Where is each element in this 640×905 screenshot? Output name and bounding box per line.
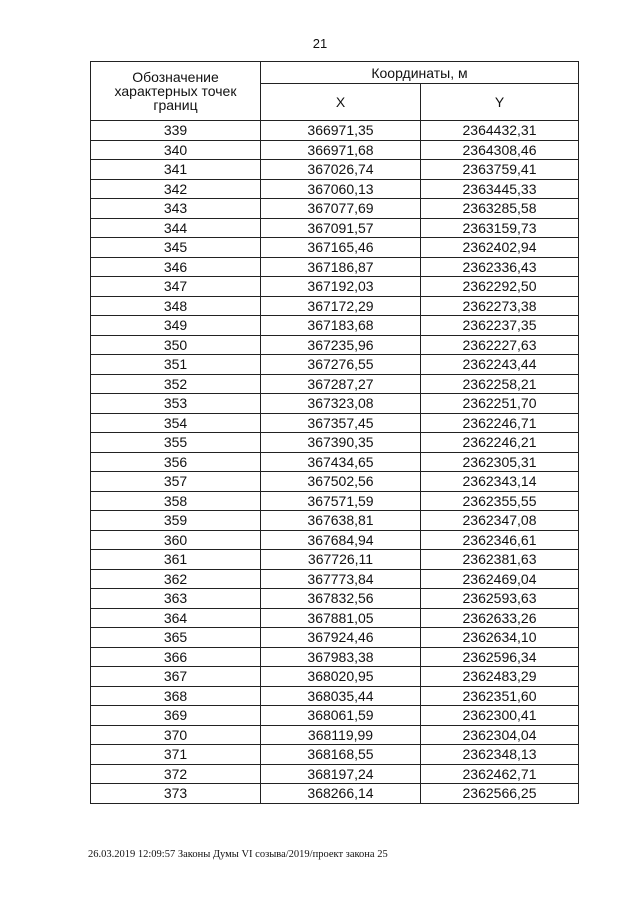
header-y: Y [421, 84, 579, 121]
table-row [91, 784, 579, 804]
point-number-cell: 344 [91, 218, 261, 238]
y-coordinate-cell: 2362336,43 [421, 257, 579, 277]
y-coordinate-cell: 2362566,25 [421, 784, 579, 804]
point-number-cell: 340 [91, 140, 261, 160]
point-number-cell: 363 [91, 589, 261, 609]
y-coordinate-cell: 2362351,60 [421, 686, 579, 706]
y-coordinate-cell: 2363445,33 [421, 179, 579, 199]
table-row [91, 725, 579, 745]
point-number-cell: 365 [91, 628, 261, 648]
y-coordinate-cell: 2362634,10 [421, 628, 579, 648]
point-number-cell: 369 [91, 706, 261, 726]
table-row [91, 257, 579, 277]
x-coordinate-cell: 368119,99 [261, 725, 421, 745]
x-coordinate-cell: 368020,95 [261, 667, 421, 687]
header-x: X [261, 84, 421, 121]
y-coordinate-cell: 2362593,63 [421, 589, 579, 609]
y-coordinate-cell: 2362462,71 [421, 764, 579, 784]
table-row [91, 413, 579, 433]
y-coordinate-cell: 2363285,58 [421, 199, 579, 219]
x-coordinate-cell: 368197,24 [261, 764, 421, 784]
table-row [91, 335, 579, 355]
x-coordinate-cell: 366971,35 [261, 121, 421, 141]
y-coordinate-cell: 2362292,50 [421, 277, 579, 297]
table-row [91, 374, 579, 394]
x-coordinate-cell: 367924,46 [261, 628, 421, 648]
table-row [91, 628, 579, 648]
y-coordinate-cell: 2362227,63 [421, 335, 579, 355]
x-coordinate-cell: 367183,68 [261, 316, 421, 336]
point-number-cell: 339 [91, 121, 261, 141]
point-number-cell: 357 [91, 472, 261, 492]
coordinates-table [90, 61, 579, 804]
point-number-cell: 341 [91, 160, 261, 180]
y-coordinate-cell: 2362402,94 [421, 238, 579, 258]
x-coordinate-cell: 367323,08 [261, 394, 421, 414]
y-coordinate-cell: 2363159,73 [421, 218, 579, 238]
point-number-cell: 343 [91, 199, 261, 219]
page-number: 21 [312, 36, 328, 51]
point-number-cell: 362 [91, 569, 261, 589]
x-coordinate-cell: 367773,84 [261, 569, 421, 589]
x-coordinate-cell: 367091,57 [261, 218, 421, 238]
point-number-cell: 368 [91, 686, 261, 706]
point-number-cell: 373 [91, 784, 261, 804]
y-coordinate-cell: 2362243,44 [421, 355, 579, 375]
y-coordinate-cell: 2362633,26 [421, 608, 579, 628]
y-coordinate-cell: 2364432,31 [421, 121, 579, 141]
table-row [91, 121, 579, 141]
point-number-cell: 370 [91, 725, 261, 745]
x-coordinate-cell: 367192,03 [261, 277, 421, 297]
x-coordinate-cell: 368168,55 [261, 745, 421, 765]
x-coordinate-cell: 367983,38 [261, 647, 421, 667]
point-number-cell: 360 [91, 530, 261, 550]
x-coordinate-cell: 368035,44 [261, 686, 421, 706]
x-coordinate-cell: 367684,94 [261, 530, 421, 550]
x-coordinate-cell: 367287,27 [261, 374, 421, 394]
x-coordinate-cell: 368266,14 [261, 784, 421, 804]
table-row [91, 667, 579, 687]
x-coordinate-cell: 367881,05 [261, 608, 421, 628]
x-coordinate-cell: 367390,35 [261, 433, 421, 453]
table-row [91, 764, 579, 784]
table-row [91, 394, 579, 414]
table-row [91, 706, 579, 726]
x-coordinate-cell: 367276,55 [261, 355, 421, 375]
point-number-cell: 355 [91, 433, 261, 453]
y-coordinate-cell: 2362304,04 [421, 725, 579, 745]
x-coordinate-cell: 367235,96 [261, 335, 421, 355]
point-number-cell: 347 [91, 277, 261, 297]
y-coordinate-cell: 2362246,71 [421, 413, 579, 433]
x-coordinate-cell: 367571,59 [261, 491, 421, 511]
table-row [91, 199, 579, 219]
header-coordinates: Координаты, м [261, 62, 579, 84]
y-coordinate-cell: 2362381,63 [421, 550, 579, 570]
point-number-cell: 361 [91, 550, 261, 570]
point-number-cell: 359 [91, 511, 261, 531]
header-point-designation: Обозначение характерных точек границ [91, 62, 261, 121]
x-coordinate-cell: 367434,65 [261, 452, 421, 472]
table-row [91, 491, 579, 511]
y-coordinate-cell: 2362596,34 [421, 647, 579, 667]
table-row [91, 550, 579, 570]
x-coordinate-cell: 367832,56 [261, 589, 421, 609]
point-number-cell: 350 [91, 335, 261, 355]
x-coordinate-cell: 367357,45 [261, 413, 421, 433]
point-number-cell: 364 [91, 608, 261, 628]
y-coordinate-cell: 2362258,21 [421, 374, 579, 394]
table-row [91, 218, 579, 238]
y-coordinate-cell: 2362347,08 [421, 511, 579, 531]
x-coordinate-cell: 366971,68 [261, 140, 421, 160]
table-row [91, 569, 579, 589]
x-coordinate-cell: 368061,59 [261, 706, 421, 726]
point-number-cell: 354 [91, 413, 261, 433]
y-coordinate-cell: 2362273,38 [421, 296, 579, 316]
table-row [91, 296, 579, 316]
point-number-cell: 353 [91, 394, 261, 414]
table-row [91, 511, 579, 531]
y-coordinate-cell: 2364308,46 [421, 140, 579, 160]
table-row [91, 160, 579, 180]
y-coordinate-cell: 2363759,41 [421, 160, 579, 180]
table-row [91, 316, 579, 336]
point-number-cell: 372 [91, 764, 261, 784]
table-row [91, 179, 579, 199]
y-coordinate-cell: 2362355,55 [421, 491, 579, 511]
x-coordinate-cell: 367026,74 [261, 160, 421, 180]
y-coordinate-cell: 2362251,70 [421, 394, 579, 414]
point-number-cell: 358 [91, 491, 261, 511]
footer-timestamp-path: 26.03.2019 12:09:57 Законы Думы VI созыва/2019/проект закона 25 [88, 849, 388, 860]
table-row [91, 140, 579, 160]
point-number-cell: 348 [91, 296, 261, 316]
point-number-cell: 345 [91, 238, 261, 258]
table-row [91, 530, 579, 550]
table-row [91, 745, 579, 765]
table-row [91, 589, 579, 609]
table-row [91, 472, 579, 492]
point-number-cell: 356 [91, 452, 261, 472]
x-coordinate-cell: 367165,46 [261, 238, 421, 258]
point-number-cell: 352 [91, 374, 261, 394]
table-row [91, 433, 579, 453]
y-coordinate-cell: 2362246,21 [421, 433, 579, 453]
y-coordinate-cell: 2362300,41 [421, 706, 579, 726]
y-coordinate-cell: 2362305,31 [421, 452, 579, 472]
point-number-cell: 371 [91, 745, 261, 765]
table-row [91, 452, 579, 472]
table-row [91, 355, 579, 375]
x-coordinate-cell: 367638,81 [261, 511, 421, 531]
x-coordinate-cell: 367172,29 [261, 296, 421, 316]
x-coordinate-cell: 367060,13 [261, 179, 421, 199]
table-row [91, 647, 579, 667]
table-row [91, 238, 579, 258]
point-number-cell: 366 [91, 647, 261, 667]
y-coordinate-cell: 2362469,04 [421, 569, 579, 589]
y-coordinate-cell: 2362343,14 [421, 472, 579, 492]
table-row [91, 608, 579, 628]
point-number-cell: 351 [91, 355, 261, 375]
x-coordinate-cell: 367077,69 [261, 199, 421, 219]
y-coordinate-cell: 2362237,35 [421, 316, 579, 336]
point-number-cell: 346 [91, 257, 261, 277]
point-number-cell: 367 [91, 667, 261, 687]
table-row [91, 277, 579, 297]
table-body [91, 121, 579, 804]
x-coordinate-cell: 367186,87 [261, 257, 421, 277]
table-row [91, 686, 579, 706]
x-coordinate-cell: 367502,56 [261, 472, 421, 492]
y-coordinate-cell: 2362348,13 [421, 745, 579, 765]
y-coordinate-cell: 2362483,29 [421, 667, 579, 687]
x-coordinate-cell: 367726,11 [261, 550, 421, 570]
point-number-cell: 349 [91, 316, 261, 336]
point-number-cell: 342 [91, 179, 261, 199]
y-coordinate-cell: 2362346,61 [421, 530, 579, 550]
